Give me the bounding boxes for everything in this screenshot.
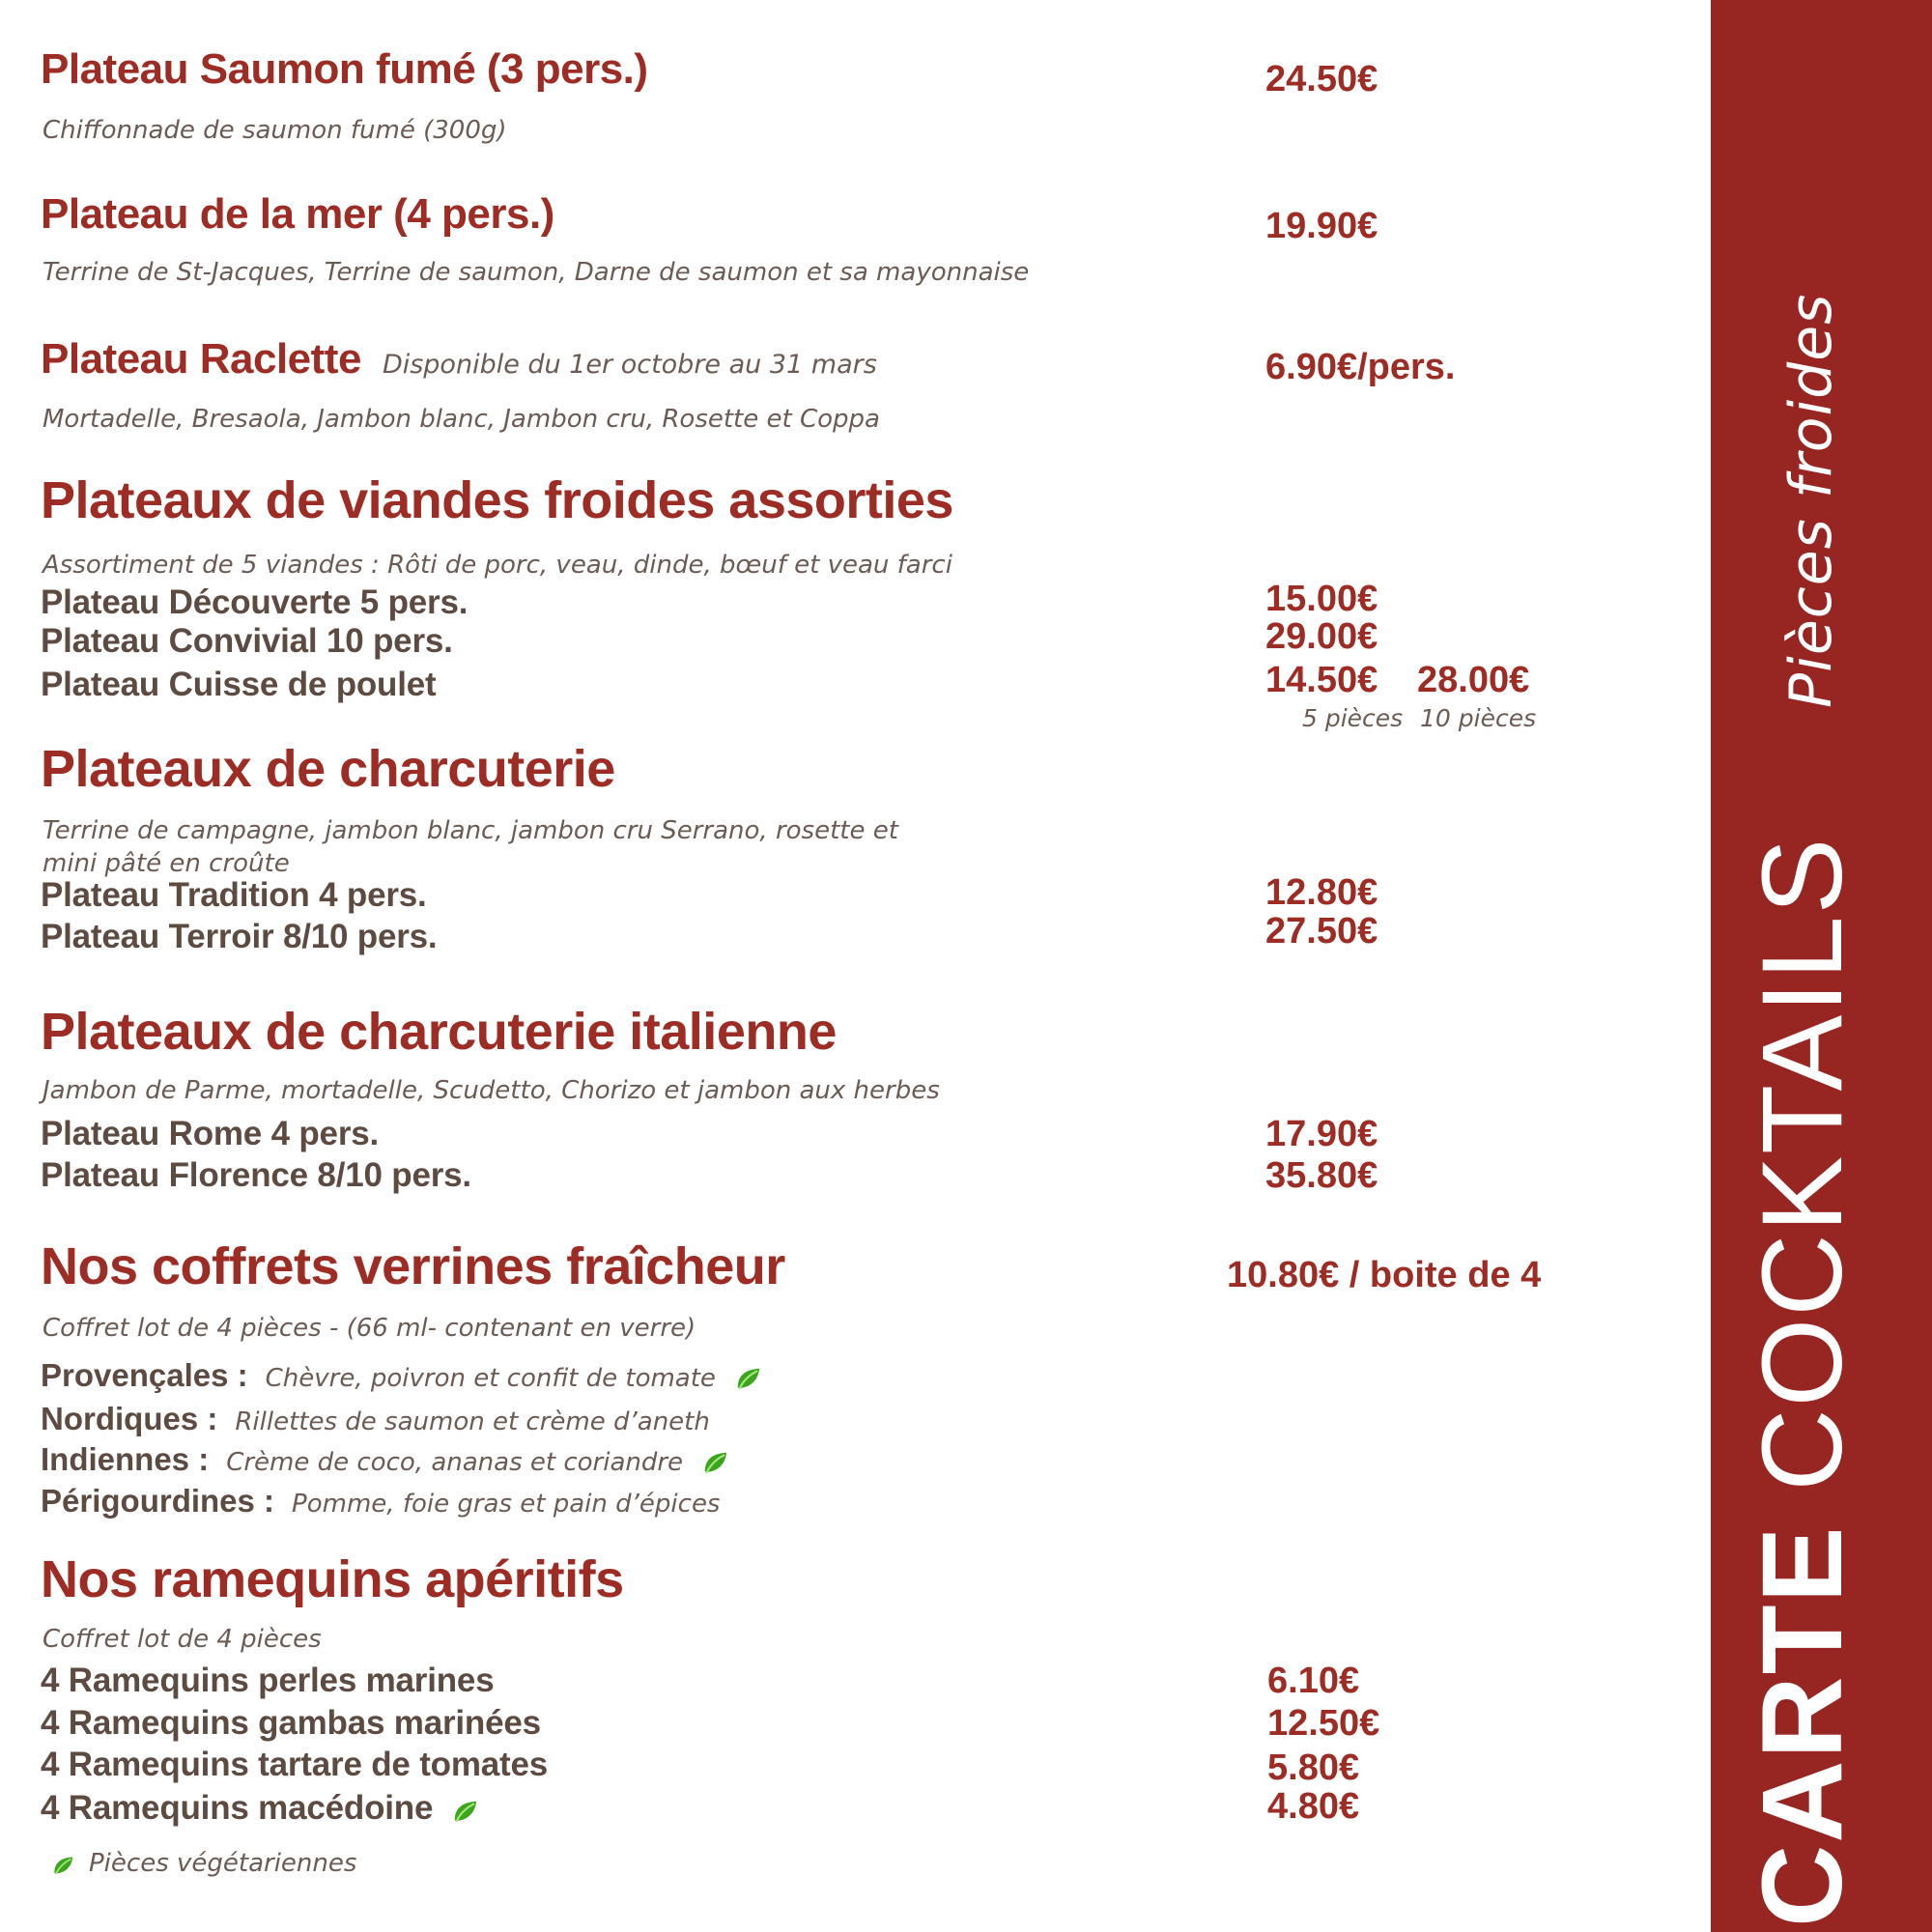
- row-name-gambas-marinees: 4 Ramequins gambas marinées: [41, 1704, 541, 1742]
- row-price-tradition: 12.80€: [1265, 872, 1378, 913]
- section-desc-charcuterie-line1: Terrine de campagne, jambon blanc, jambon cru Serrano, rosette et: [43, 816, 898, 845]
- row-price-florence: 35.80€: [1265, 1155, 1378, 1196]
- verrine-row-nordiques: [41, 1403, 710, 1435]
- item-title-saumon-fume: Plateau Saumon fumé (3 pers.): [41, 45, 648, 93]
- vegetarian-legend: [50, 1851, 356, 1876]
- verrine-desc-provencales: Chèvre, poivron et confit de tomate: [265, 1364, 716, 1393]
- verrine-row-provencales: [41, 1359, 762, 1391]
- row-name-macedoine: 4 Ramequins macédoine: [41, 1789, 434, 1827]
- verrine-label-indiennes: Indiennes :: [41, 1441, 210, 1477]
- row-price-macedoine: 4.80€: [1267, 1786, 1360, 1827]
- verrine-row-perigourdines: [41, 1485, 720, 1517]
- section-desc-verrines: Coffret lot de 4 pièces - (66 ml- contenant en verre): [43, 1314, 696, 1343]
- section-title-ramequins: Nos ramequins apéritifs: [41, 1550, 624, 1608]
- section-desc-italienne: Jambon de Parme, mortadelle, Scudetto, Chorizo et jambon aux herbes: [43, 1076, 940, 1105]
- item-note-raclette: Disponible du 1er octobre au 31 mars: [382, 350, 877, 380]
- verrine-desc-indiennes: Crème de coco, ananas et coriandre: [226, 1448, 684, 1477]
- row-price-terroir: 27.50€: [1265, 911, 1378, 952]
- row-name-florence: Plateau Florence 8/10 pers.: [41, 1156, 471, 1194]
- section-title-italienne: Plateaux de charcuterie italienne: [41, 1003, 837, 1061]
- row-name-rome: Plateau Rome 4 pers.: [41, 1115, 380, 1152]
- row-price-rome: 17.90€: [1265, 1114, 1378, 1154]
- section-desc-ramequins: Coffret lot de 4 pièces: [43, 1625, 322, 1654]
- row-price-convivial: 29.00€: [1265, 616, 1378, 657]
- verrine-desc-perigourdines: Pomme, foie gras et pain d’épices: [292, 1490, 721, 1519]
- verrine-desc-nordiques: Rillettes de saumon et crème d’aneth: [235, 1407, 710, 1436]
- row-price-perles-marines: 6.10€: [1267, 1661, 1360, 1701]
- sidebar-title-carte: CARTE: [1739, 1524, 1866, 1927]
- row-name-terroir: Plateau Terroir 8/10 pers.: [41, 918, 438, 955]
- row-price-decouverte: 15.00€: [1265, 579, 1378, 619]
- price-mer: 19.90€: [1265, 206, 1378, 246]
- item-title-raclette-row: [41, 335, 877, 383]
- verrine-label-perigourdines: Périgourdines :: [41, 1483, 275, 1519]
- price-sublabel-5-pieces: 5 pièces: [1302, 704, 1404, 732]
- leaf-icon: [450, 1799, 479, 1824]
- leaf-icon: [50, 1855, 75, 1876]
- row-name-tartare-tomates: 4 Ramequins tartare de tomates: [41, 1746, 549, 1783]
- price-saumon-fume: 24.50€: [1265, 59, 1378, 99]
- row-price-gambas-marinees: 12.50€: [1267, 1703, 1380, 1744]
- section-desc-viandes: Assortiment de 5 viandes : Rôti de porc, veau, dinde, bœuf et veau farci: [43, 551, 952, 580]
- row-name-tradition: Plateau Tradition 4 pers.: [41, 876, 427, 914]
- section-title-charcuterie: Plateaux de charcuterie: [41, 740, 615, 798]
- price-raclette: 6.90€/pers.: [1265, 347, 1456, 387]
- section-title-viandes: Plateaux de viandes froides assorties: [41, 471, 953, 529]
- sidebar-title-cocktails: COCKTAILS: [1739, 836, 1866, 1492]
- section-desc-charcuterie-line2: mini pâté en croûte: [43, 848, 290, 878]
- row-name-decouverte: Plateau Découverte 5 pers.: [41, 583, 469, 621]
- row-name-convivial: Plateau Convivial 10 pers.: [41, 622, 453, 660]
- price-sublabel-10-pieces: 10 pièces: [1420, 704, 1537, 732]
- row-macedoine: [41, 1791, 479, 1825]
- row-price-tartare-tomates: 5.80€: [1267, 1747, 1360, 1788]
- item-desc-raclette: Mortadelle, Bresaola, Jambon blanc, Jambon cru, Rosette et Coppa: [43, 405, 880, 434]
- section-title-verrines: Nos coffrets verrines fraîcheur: [41, 1237, 785, 1295]
- leaf-icon: [700, 1450, 729, 1475]
- item-title-raclette: Plateau Raclette: [41, 335, 361, 383]
- section-desc-charcuterie: [43, 815, 898, 881]
- sidebar-subtitle: Pièces froides: [1777, 293, 1845, 708]
- item-desc-mer: Terrine de St-Jacques, Terrine de saumon, Darne de saumon et sa mayonnaise: [43, 258, 1030, 287]
- sidebar-title: [1737, 837, 1869, 1927]
- row-price-cuisse-poulet-10p: 28.00€: [1417, 660, 1530, 700]
- vegetarian-legend-label: Pièces végétariennes: [89, 1849, 357, 1878]
- verrine-label-nordiques: Nordiques :: [41, 1401, 218, 1436]
- verrine-label-provencales: Provençales :: [41, 1357, 248, 1393]
- item-title-mer: Plateau de la mer (4 pers.): [41, 190, 554, 238]
- leaf-icon: [733, 1366, 762, 1391]
- verrine-row-indiennes: [41, 1443, 729, 1475]
- row-price-cuisse-poulet-5p: 14.50€: [1265, 660, 1378, 700]
- section-price-verrines: 10.80€ / boite de 4: [1227, 1255, 1542, 1295]
- item-desc-saumon-fume: Chiffonnade de saumon fumé (300g): [43, 116, 507, 145]
- row-name-perles-marines: 4 Ramequins perles marines: [41, 1662, 495, 1699]
- row-name-cuisse-poulet: Plateau Cuisse de poulet: [41, 666, 437, 703]
